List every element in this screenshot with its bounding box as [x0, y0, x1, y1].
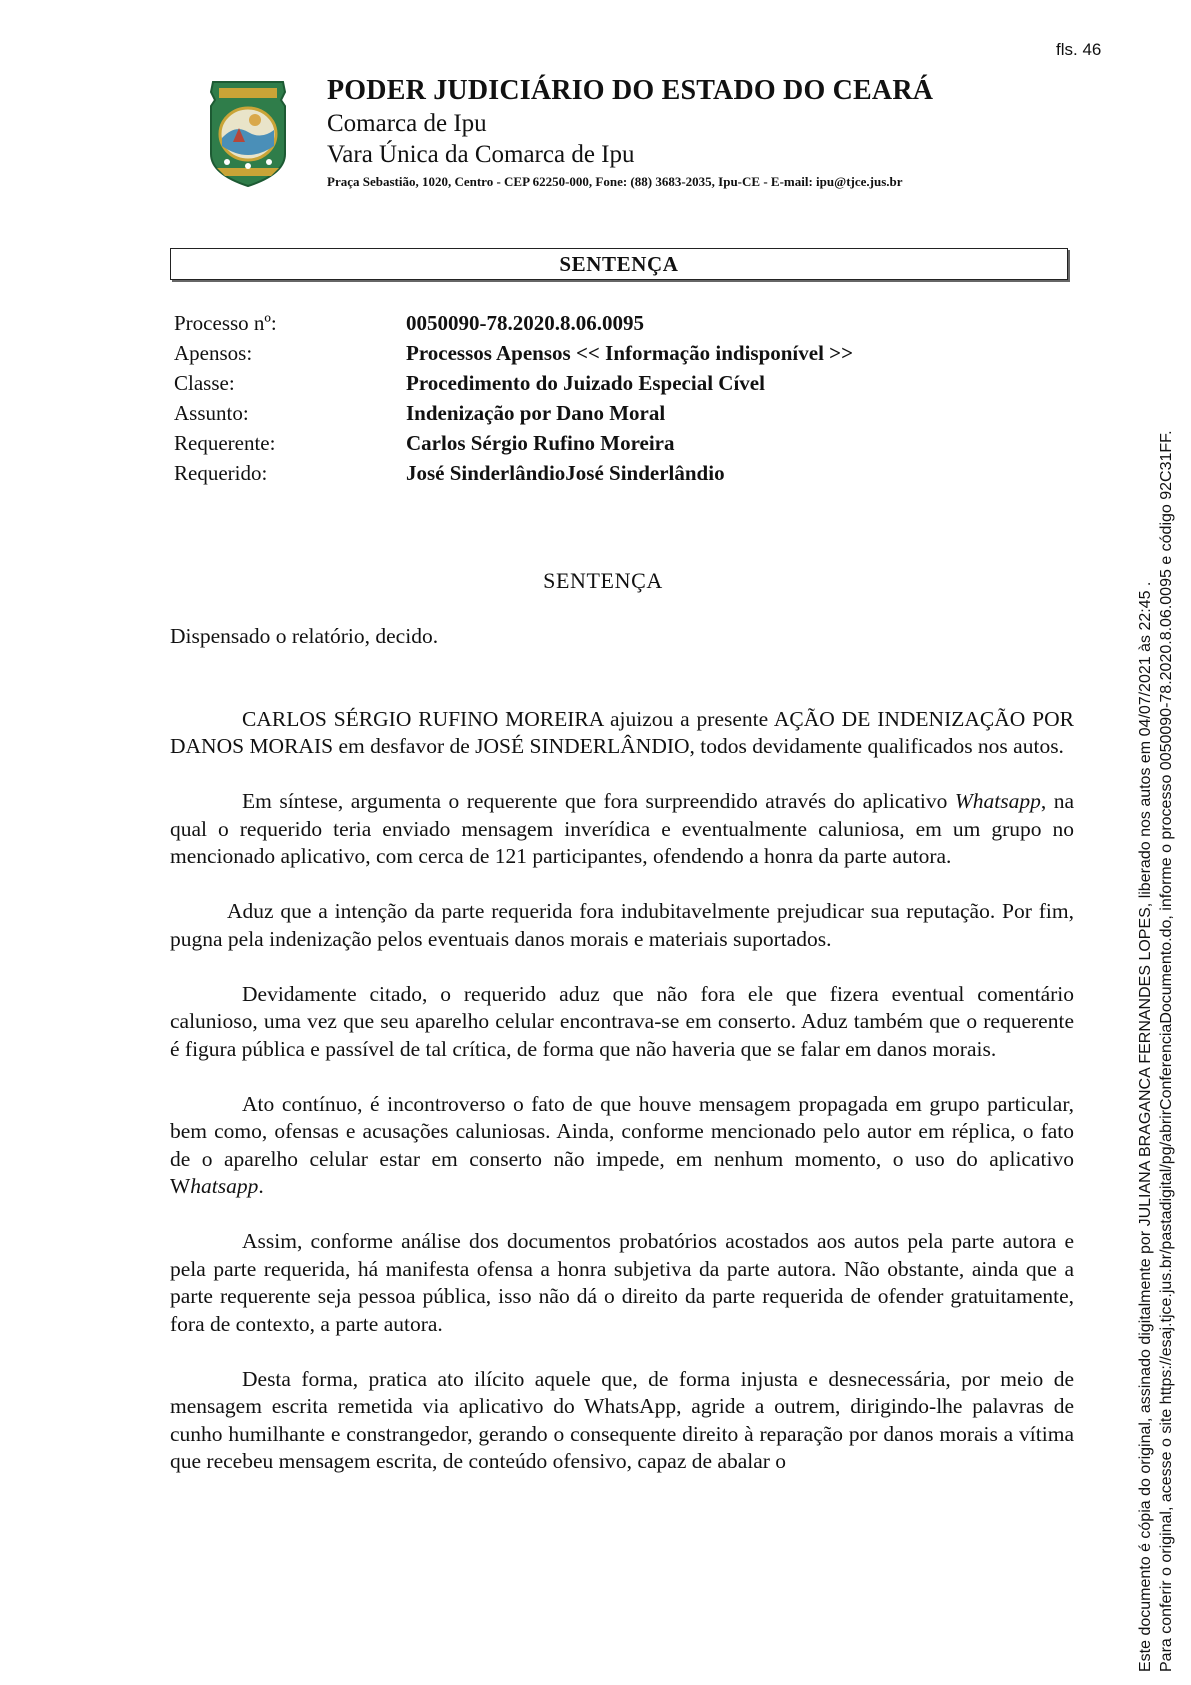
paragraph-6: Assim, conforme análise dos documentos probatórios acostados aos autos pela parte autora e pela parte requerida, há manifesta ofensa a honra subjetiva da parte autora. Não obstante, ainda que a parte requerente seja pessoa pública, isso não dá o direito da parte requerida de ofender gratuitamente, fora de contexto, a parte autora.	[170, 1229, 1074, 1336]
case-info-value: Indenização por Dano Moral	[406, 401, 666, 425]
paragraph-2-text-end: , na qual o requerido teria enviado mensagem inverídica e eventualmente caluniosa, em um grupo no mencionado aplicativo, com cerca de 121 participantes, ofendendo a honra da parte autora.	[170, 789, 1075, 868]
case-info-value: Processos Apensos << Informação indisponível >>	[406, 341, 854, 365]
whatsapp-term: hatsapp	[190, 1174, 259, 1198]
paragraph-5-text: Ato contínuo, é incontroverso o fato de que houve mensagem propagada em grupo particular, bem como, ofensas e acusações caluniosas. Ainda, conforme mencionado pelo autor em réplica, o fato de o aparelho celular estar em conserto não impede, em nenhum momento, o uso do aplicativo W	[170, 1091, 1074, 1198]
case-info-label: Requerido:	[174, 461, 268, 485]
case-info-table	[174, 308, 853, 488]
comarca-name: Comarca de Ipu	[327, 110, 487, 137]
whatsapp-term: Whatsapp	[954, 789, 1041, 813]
ceara-coat-of-arms-icon	[205, 76, 291, 188]
case-info-row	[174, 428, 853, 458]
case-info-row	[174, 458, 853, 488]
digital-signature-note	[1135, 272, 1177, 1672]
sentence-heading: SENTENÇA	[543, 568, 663, 593]
case-info-label: Processo nº:	[174, 311, 277, 335]
court-header	[327, 74, 933, 192]
paragraph-2-text: Em síntese, argumenta o requerente que fora surpreendido através do aplicativo	[242, 789, 955, 813]
document-body	[170, 623, 1074, 1476]
intro-paragraph: Dispensado o relatório, decido.	[170, 624, 439, 648]
vara-name: Vara Única da Comarca de Ipu	[327, 141, 635, 168]
signature-note-line-2: Para conferir o original, acesse o site https://esaj.tjce.jus.br/pastadigital/pg/abrirConferenciaDocumento.do, informe o processo 0050090-78.2020.8.06.0095 e código 92C31FF.	[1158, 430, 1175, 1672]
paragraph-3: Aduz que a intenção da parte requerida fora indubitavelmente prejudicar sua reputação. Por fim, pugna pela indenização pelos eventuais danos morais e materiais suportados.	[170, 899, 1074, 951]
case-info-label: Requerente:	[174, 431, 276, 455]
case-info-value: Procedimento do Juizado Especial Cível	[406, 371, 765, 395]
case-info-label: Classe:	[174, 371, 235, 395]
case-info-row	[174, 368, 853, 398]
paragraph-1: CARLOS SÉRGIO RUFINO MOREIRA ajuizou a presente AÇÃO DE INDENIZAÇÃO POR DANOS MORAIS em desfavor de JOSÉ SINDERLÂNDIO, todos devidamente qualificados nos autos.	[170, 706, 1074, 758]
case-info-value: 0050090-78.2020.8.06.0095	[406, 311, 644, 335]
page-number: fls. 46	[1056, 40, 1102, 59]
paragraph-4: Devidamente citado, o requerido aduz que não fora ele que fizera eventual comentário calunioso, uma vez que seu aparelho celular encontrava-se em conserto. Aduz também que o requerente é figura pública e passível de tal crítica, de forma que não haveria que se falar em danos morais.	[170, 981, 1074, 1061]
court-name: PODER JUDICIÁRIO DO ESTADO DO CEARÁ	[327, 75, 934, 106]
paragraph-5	[170, 1091, 1074, 1201]
court-address: Praça Sebastião, 1020, Centro - CEP 62250-000, Fone: (88) 3683-2035, Ipu-CE - E-mail: ipu@tjce.jus.br	[327, 174, 903, 189]
case-info-value: Carlos Sérgio Rufino Moreira	[406, 431, 675, 455]
case-info-label: Apensos:	[174, 341, 253, 365]
paragraph-5-text-end: .	[258, 1174, 264, 1198]
document-title: SENTENÇA	[170, 248, 1068, 280]
case-info-row	[174, 308, 853, 338]
signature-note-line-1: Este documento é cópia do original, assinado digitalmente por JULIANA BRAGANCA FERNANDES LOPES, liberado nos autos em 04/07/2021 às 22:45 .	[1137, 581, 1154, 1672]
case-info-row	[174, 338, 853, 368]
case-info-label: Assunto:	[174, 401, 249, 425]
case-info-value: José SinderlândioJosé Sinderlândio	[406, 461, 725, 485]
paragraph-2	[170, 788, 1074, 871]
case-info-row	[174, 398, 853, 428]
paragraph-7: Desta forma, pratica ato ilícito aquele que, de forma injusta e desnecessária, por meio de mensagem escrita remetida via aplicativo do WhatsApp, agride a outrem, dirigindo-lhe palavras de cunho humilhante e constrangedor, gerando o consequente direito à reparação por danos morais a vítima que recebeu mensagem escrita, de conteúdo ofensivo, capaz de abalar o	[170, 1366, 1074, 1473]
